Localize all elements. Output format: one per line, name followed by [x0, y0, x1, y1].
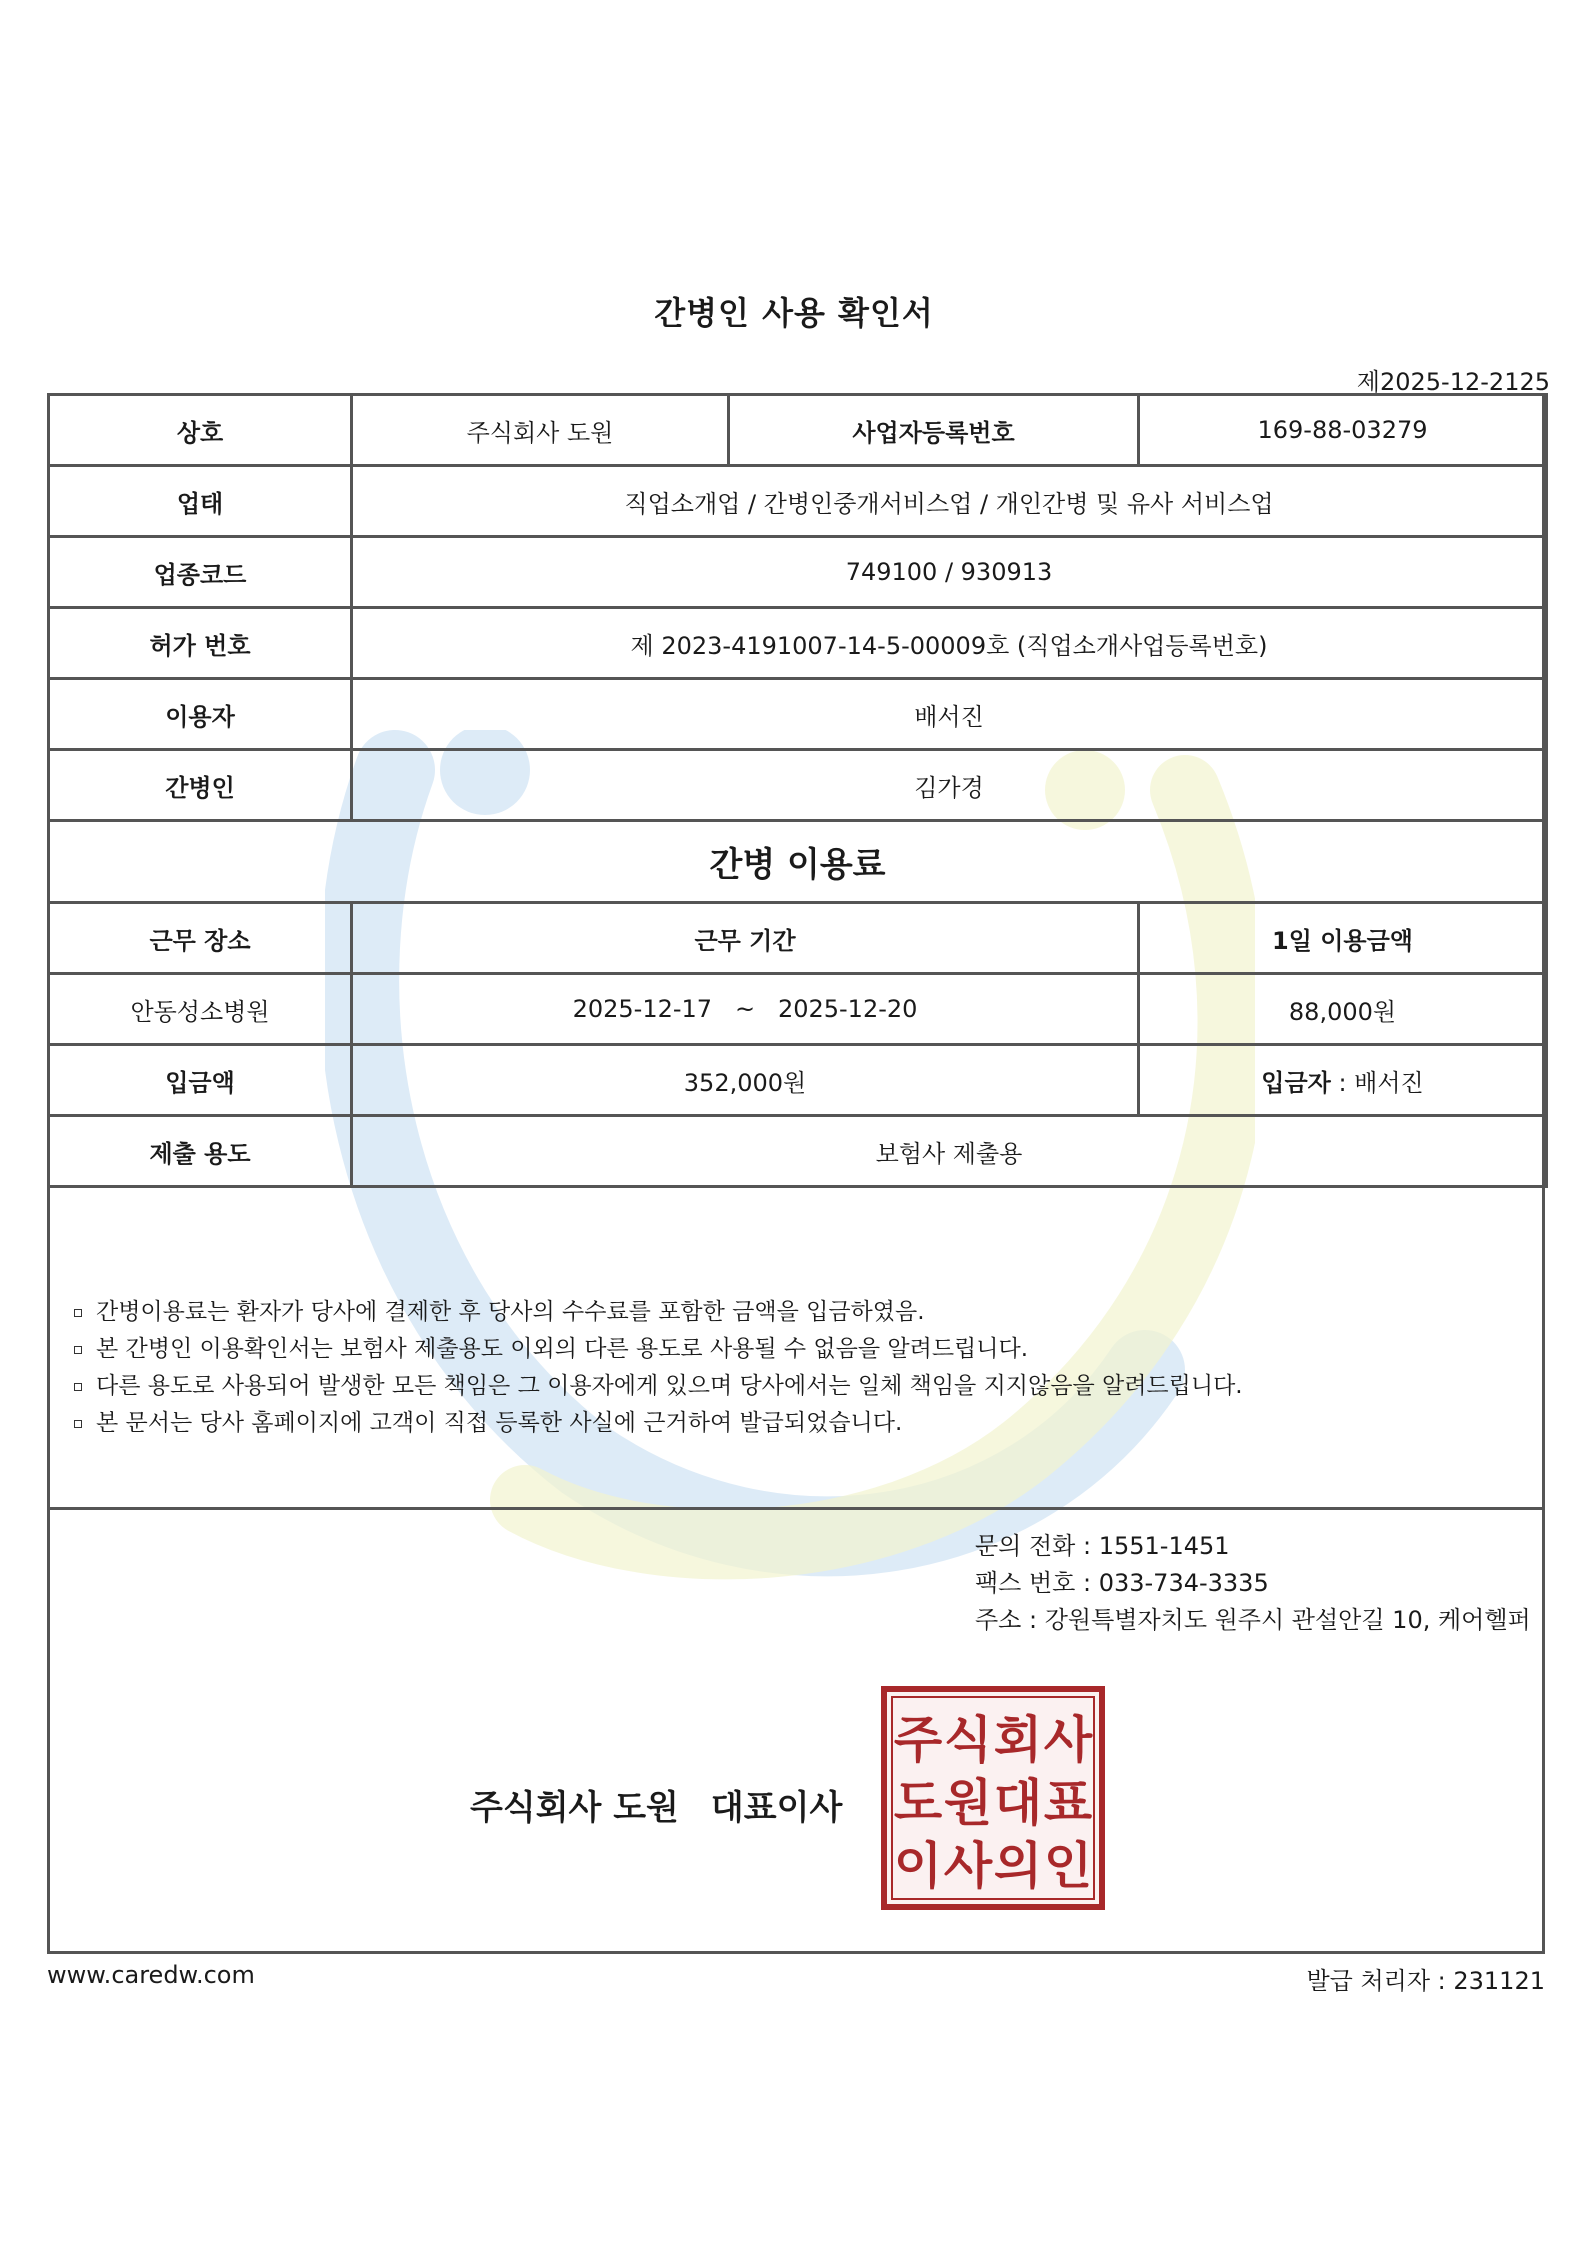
user-value: 배서진 [352, 679, 1547, 750]
payer-cell [1139, 1045, 1547, 1116]
signature-role: 대표이사 [710, 1788, 843, 1828]
confirmation-table [47, 393, 1548, 1188]
caregiver-value: 김가경 [352, 750, 1547, 821]
table-row [49, 537, 1547, 608]
license-label: 허가 번호 [49, 608, 352, 679]
seal-glyph: 사 [1043, 1711, 1093, 1769]
table-row [49, 395, 1547, 466]
document-title: 간병인 사용 확인서 [654, 294, 934, 332]
bizno-value: 169-88-03279 [1139, 395, 1547, 466]
business-type-value: 직업소개업 / 간병인중개서비스업 / 개인간병 및 유사 서비스업 [352, 466, 1547, 537]
seal-glyph: 인 [1043, 1837, 1093, 1895]
notice-text: 다른 용도로 사용되어 발생한 모든 책임은 그 이용자에게 있으며 당사에서는 일체 책임을 지지않음을 알려드립니다. [96, 1373, 1243, 1399]
square-bullet-icon [74, 1346, 82, 1354]
contact-phone: 문의 전화 : 1551-1451 [975, 1532, 1230, 1560]
signature-line [470, 1780, 842, 1829]
table-row [49, 1116, 1547, 1187]
square-bullet-icon [74, 1309, 82, 1317]
daily-fee-column-header: 1일 이용금액 [1139, 903, 1547, 974]
section-divider [47, 1507, 1545, 1510]
seal-glyph: 식 [943, 1711, 993, 1769]
signature-company: 주식회사 도원 [470, 1788, 679, 1828]
list-item [74, 1368, 1243, 1405]
bizno-label: 사업자등록번호 [729, 395, 1139, 466]
square-bullet-icon [74, 1383, 82, 1391]
list-item [74, 1331, 1243, 1368]
seal-glyph: 도 [893, 1774, 943, 1832]
table-row [49, 903, 1547, 974]
table-row [49, 1045, 1547, 1116]
payer-value: : 배서진 [1330, 1068, 1424, 1097]
table-row [49, 974, 1547, 1045]
table-row [49, 750, 1547, 821]
table-row [49, 679, 1547, 750]
place-column-header: 근무 장소 [49, 903, 352, 974]
place-value: 안동성소병원 [49, 974, 352, 1045]
document-number: 제2025-12-2125 [1356, 368, 1550, 396]
company-seal-stamp [880, 1685, 1106, 1911]
table-row [49, 608, 1547, 679]
issuer-info: 발급 처리자 : 231121 [1306, 1967, 1545, 1995]
caregiver-label: 간병인 [49, 750, 352, 821]
period-value: 2025-12-17 ~ 2025-12-20 [352, 974, 1139, 1045]
deposit-value: 352,000원 [352, 1045, 1139, 1116]
contact-info [975, 1528, 1531, 1639]
table-row [49, 466, 1547, 537]
square-bullet-icon [74, 1420, 82, 1428]
user-label: 이용자 [49, 679, 352, 750]
seal-glyph: 의 [993, 1837, 1043, 1895]
seal-glyph: 주 [893, 1711, 943, 1769]
company-value: 주식회사 도원 [352, 395, 729, 466]
fee-section-row [49, 821, 1547, 903]
payer-label: 입금자 [1261, 1068, 1331, 1097]
fee-section-title: 간병 이용료 [49, 821, 1547, 903]
notice-text: 본 간병인 이용확인서는 보험사 제출용도 이외의 다른 용도로 사용될 수 없음을 알려드립니다. [96, 1336, 1029, 1362]
contact-address: 주소 : 강원특별자치도 원주시 관설안길 10, 케어헬퍼 [975, 1606, 1531, 1634]
business-type-label: 업태 [49, 466, 352, 537]
contact-fax: 팩스 번호 : 033-734-3335 [975, 1569, 1269, 1597]
purpose-value: 보험사 제출용 [352, 1116, 1547, 1187]
period-column-header: 근무 기간 [352, 903, 1139, 974]
notice-text: 간병이용료는 환자가 당사에 결제한 후 당사의 수수료를 포함한 금액을 입금하였음. [96, 1299, 925, 1325]
seal-glyph: 회 [993, 1711, 1043, 1769]
daily-fee-value: 88,000원 [1139, 974, 1547, 1045]
notice-text: 본 문서는 당사 홈페이지에 고객이 직접 등록한 사실에 근거하여 발급되었습니다. [96, 1410, 903, 1436]
seal-glyphs [894, 1711, 1093, 1895]
seal-glyph: 표 [1043, 1774, 1093, 1832]
industry-code-value: 749100 / 930913 [352, 537, 1547, 608]
company-label: 상호 [49, 395, 352, 466]
deposit-label: 입금액 [49, 1045, 352, 1116]
seal-glyph: 원 [943, 1774, 993, 1832]
seal-glyph: 사 [943, 1837, 993, 1895]
license-value: 제 2023-4191007-14-5-00009호 (직업소개사업등록번호) [352, 608, 1547, 679]
list-item [74, 1294, 1243, 1331]
purpose-label: 제출 용도 [49, 1116, 352, 1187]
website-url: www.caredw.com [47, 1961, 255, 1989]
seal-glyph: 이 [893, 1837, 943, 1895]
list-item [74, 1405, 1243, 1442]
industry-code-label: 업종코드 [49, 537, 352, 608]
notice-list [74, 1294, 1243, 1442]
seal-glyph: 대 [993, 1774, 1043, 1832]
